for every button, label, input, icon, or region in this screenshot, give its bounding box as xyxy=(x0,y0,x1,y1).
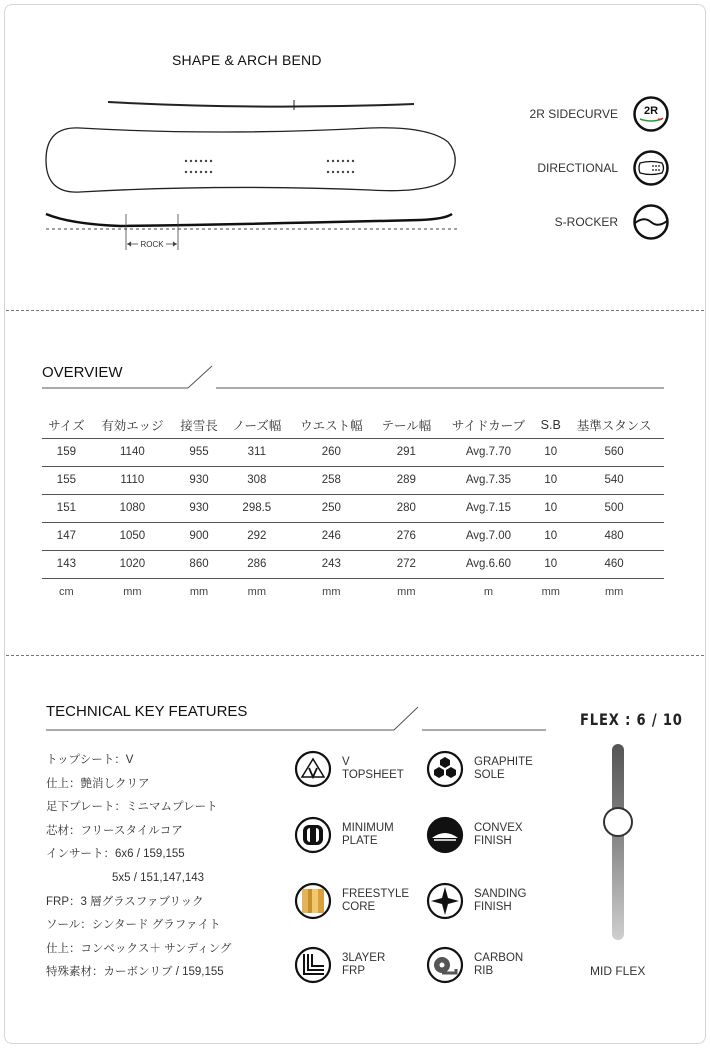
table-cell: 10 xyxy=(537,494,564,522)
table-cell: Avg.6.60 xyxy=(440,550,538,578)
table-cell: 280 xyxy=(373,494,439,522)
minimum-plate-icon xyxy=(294,816,332,854)
table-cell: 276 xyxy=(373,522,439,550)
board-diagram xyxy=(40,92,470,262)
table-row xyxy=(42,494,664,522)
section-divider xyxy=(6,310,704,311)
symbol-label: 2R SIDECURVE xyxy=(529,107,618,121)
table-cell: 10 xyxy=(537,438,564,466)
feature-line: 3LAYER xyxy=(342,952,386,964)
sidecurve-2r-icon xyxy=(632,95,670,133)
table-cell: 311 xyxy=(224,438,289,466)
table-cell: 291 xyxy=(373,438,439,466)
col-sidecurve: サイドカーブ xyxy=(440,412,538,438)
col-setback: S.B xyxy=(537,412,564,438)
table-cell: 1050 xyxy=(91,522,174,550)
unit-cell: mm xyxy=(247,586,266,599)
unit-cell: mm xyxy=(322,586,341,599)
s-rocker-icon xyxy=(632,203,670,241)
3layer-frp-icon xyxy=(294,946,332,984)
insert-holes-rear xyxy=(327,160,354,173)
directional-icon xyxy=(632,149,670,187)
v-topsheet-icon xyxy=(294,750,332,788)
table-cell: 930 xyxy=(174,466,224,494)
flex-title: FLEX : 6 / 10 xyxy=(580,710,683,729)
carbon-rib-icon xyxy=(426,946,464,984)
col-size: サイズ xyxy=(42,412,91,438)
table-cell: 480 xyxy=(564,522,664,550)
feature-graphite-sole xyxy=(426,750,533,788)
table-header-row xyxy=(42,412,664,438)
spec-item: FRP：3 層グラスファブリック xyxy=(46,895,204,908)
table-cell: 159 xyxy=(42,438,91,466)
rocker-profile-line xyxy=(46,214,452,226)
technical-title: TECHNICAL KEY FEATURES xyxy=(46,703,248,720)
convex-finish-icon xyxy=(426,816,464,854)
section-divider xyxy=(6,655,704,656)
symbol-2r-sidecurve xyxy=(500,94,670,134)
table-cell: 1140 xyxy=(91,438,174,466)
table-cell: 250 xyxy=(290,494,374,522)
table-cell: 955 xyxy=(174,438,224,466)
insert-holes-front xyxy=(185,160,212,173)
feature-carbon-rib xyxy=(426,946,523,984)
feature-sanding-finish xyxy=(426,882,526,920)
feature-line: SANDING xyxy=(474,888,527,900)
table-cell: 1080 xyxy=(91,494,174,522)
feature-minimum-plate xyxy=(294,816,394,854)
table-row xyxy=(42,438,664,466)
unit-cell: mm xyxy=(397,586,416,599)
table-cell: 272 xyxy=(373,550,439,578)
feature-line: FREESTYLE xyxy=(342,888,410,900)
col-waist-width: ウエスト幅 xyxy=(290,412,374,438)
feature-line: MINIMUM xyxy=(342,822,394,834)
feature-line: GRAPHITE xyxy=(474,756,533,768)
flex-label: MID FLEX xyxy=(590,964,646,978)
feature-line: SOLE xyxy=(474,769,505,781)
table-cell: 260 xyxy=(290,438,374,466)
overview-header-rule xyxy=(42,364,666,392)
table-cell: 1110 xyxy=(91,466,174,494)
feature-convex-finish xyxy=(426,816,523,854)
feature-line: PLATE xyxy=(342,835,378,847)
table-cell: Avg.7.15 xyxy=(440,494,538,522)
symbol-label: S-ROCKER xyxy=(554,215,618,229)
table-cell: 500 xyxy=(564,494,664,522)
graphite-sole-icon xyxy=(426,750,464,788)
table-cell: 930 xyxy=(174,494,224,522)
table-cell: 308 xyxy=(224,466,289,494)
spec-item: トップシート：V xyxy=(46,754,134,766)
table-cell: 1020 xyxy=(91,550,174,578)
unit-cell: mm xyxy=(541,586,560,599)
feature-line: FINISH xyxy=(474,901,512,913)
spec-table xyxy=(42,412,664,606)
spec-item: 芯材：フリースタイルコア xyxy=(46,824,183,837)
spec-item: 仕上：コンベックス＋ サンディング xyxy=(46,942,232,955)
feature-line: FRP xyxy=(342,965,365,977)
unit-cell: mm xyxy=(123,586,142,599)
col-nose-width: ノーズ幅 xyxy=(224,412,289,438)
feature-freestyle-core xyxy=(294,882,409,920)
camber-profile-line xyxy=(108,102,414,107)
table-cell: 289 xyxy=(373,466,439,494)
table-cell: 286 xyxy=(224,550,289,578)
spec-list xyxy=(46,752,231,988)
spec-item: ソール：シンタード グラファイト xyxy=(46,919,221,932)
feature-line: FINISH xyxy=(474,835,512,847)
table-cell: 10 xyxy=(537,550,564,578)
symbol-directional xyxy=(500,148,670,188)
table-cell: 292 xyxy=(224,522,289,550)
rock-label: ROCK xyxy=(140,240,164,249)
table-cell: 298.5 xyxy=(224,494,289,522)
freestyle-core-icon xyxy=(294,882,332,920)
feature-3layer-frp xyxy=(294,946,385,984)
spec-item: 足下プレート：ミニマムプレート xyxy=(46,801,218,814)
symbol-label: DIRECTIONAL xyxy=(537,161,618,175)
table-cell: 246 xyxy=(290,522,374,550)
col-effective-edge: 有効エッジ xyxy=(91,412,174,438)
table-cell: 10 xyxy=(537,466,564,494)
feature-line: CONVEX xyxy=(474,822,523,834)
table-cell: 155 xyxy=(42,466,91,494)
table-cell: 460 xyxy=(564,550,664,578)
unit-cell: m xyxy=(483,586,493,599)
unit-cell: mm xyxy=(189,586,209,599)
table-cell: Avg.7.35 xyxy=(440,466,538,494)
feature-line: CORE xyxy=(342,901,376,913)
table-cell: 143 xyxy=(42,550,91,578)
table-cell: 10 xyxy=(537,522,564,550)
table-cell: 540 xyxy=(564,466,664,494)
spec-item: インサート：6x6 / 159,155 xyxy=(46,848,185,861)
table-row xyxy=(42,522,664,550)
technical-header-rule xyxy=(46,704,548,734)
feature-line: V xyxy=(342,756,350,768)
col-tail-width: テール幅 xyxy=(373,412,439,438)
col-stance: 基準スタンス xyxy=(564,412,664,438)
feature-line: TOPSHEET xyxy=(342,769,404,781)
symbol-s-rocker xyxy=(500,202,670,242)
table-cell: 151 xyxy=(42,494,91,522)
feature-line: RIB xyxy=(474,965,494,977)
table-cell: 147 xyxy=(42,522,91,550)
spec-item: 5x5 / 151,147,143 xyxy=(112,871,205,884)
feature-v-topsheet xyxy=(294,750,404,788)
table-row xyxy=(42,550,664,578)
spec-item: 仕上：艶消しクリア xyxy=(46,777,150,790)
unit-cell: mm xyxy=(604,586,624,599)
table-cell: Avg.7.70 xyxy=(440,438,538,466)
table-cell: 258 xyxy=(290,466,374,494)
table-cell: 560 xyxy=(564,438,664,466)
sanding-finish-icon xyxy=(426,882,464,920)
board-outline xyxy=(46,128,455,192)
units-row xyxy=(42,578,664,606)
table-cell: 860 xyxy=(174,550,224,578)
table-cell: Avg.7.00 xyxy=(440,522,538,550)
col-contact-length: 接雪長 xyxy=(174,412,224,438)
table-cell: 900 xyxy=(174,522,224,550)
table-row xyxy=(42,466,664,494)
spec-item: 特殊素材：カーボンリブ / 159,155 xyxy=(46,966,224,979)
flex-scale-bar xyxy=(612,744,624,940)
shape-title: SHAPE & ARCH BEND xyxy=(172,52,322,68)
feature-line: CARBON xyxy=(474,952,524,964)
svg-text:2R: 2R xyxy=(643,105,659,117)
overview-title: OVERVIEW xyxy=(42,364,123,381)
unit-cell: cm xyxy=(59,586,74,599)
table-cell: 243 xyxy=(290,550,374,578)
